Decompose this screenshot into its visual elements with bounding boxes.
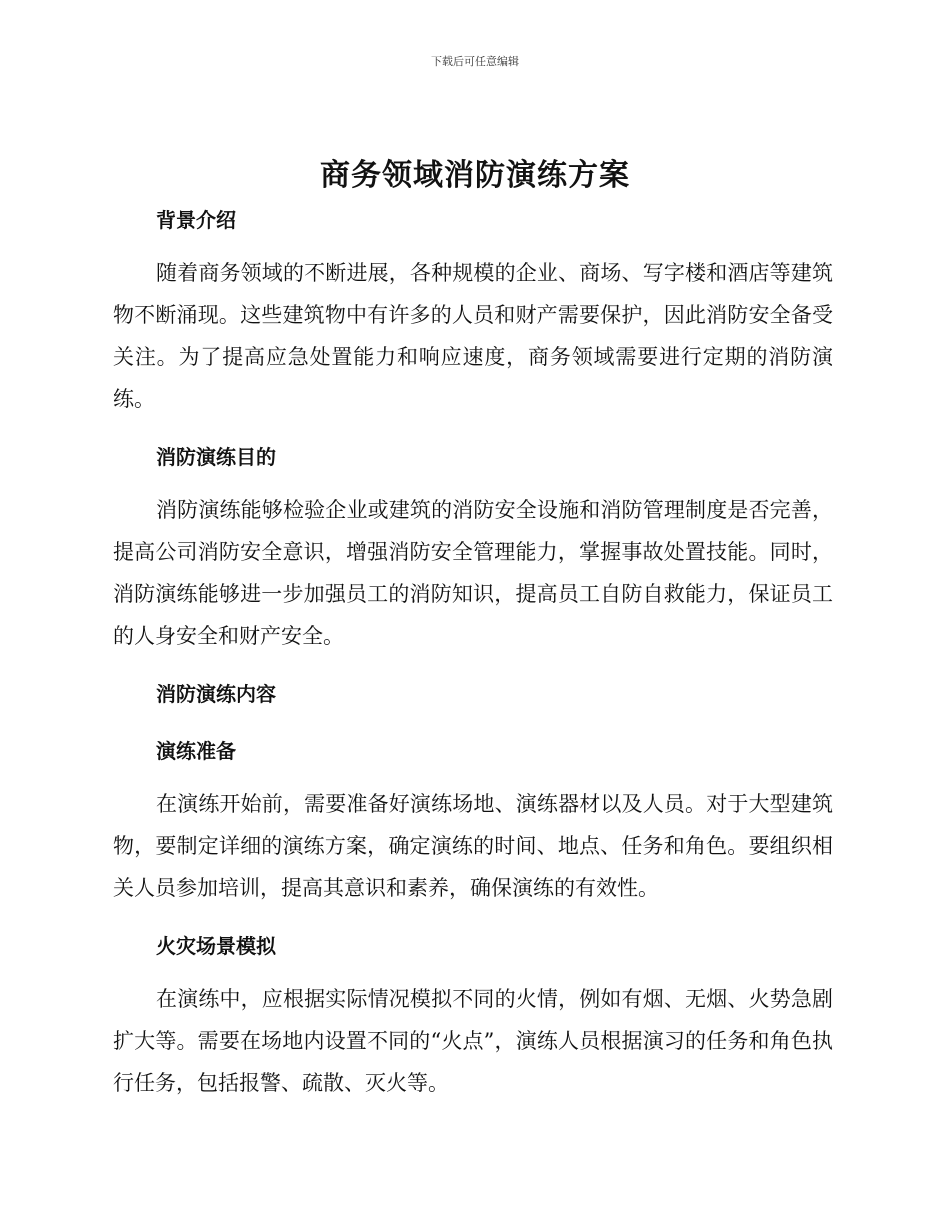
section-paragraph-purpose: 消防演练能够检验企业或建筑的消防安全设施和消防管理制度是否完善，提高公司消防安全意识，增强消防安全管理能力，掌握事故处置技能。同时，消防演练能够进一步加强员工的消防知识，提高员工自防自救能力，保证员工的人身安全和财产安全。 [113,498,833,648]
page-header: 下载后可任意编辑 [431,55,519,68]
section-heading-purpose: 消防演练目的 [156,445,276,469]
section-paragraph-preparation: 在演练开始前，需要准备好演练场地、演练器材以及人员。对于大型建筑物，要制定详细的演练方案，确定演练的时间、地点、任务和角色。要组织相关人员参加培训，提高其意识和素养，确保演练的有效性。 [113,792,833,900]
section-heading-fire-simulation: 火灾场景模拟 [156,934,276,958]
document-body [113,200,833,1104]
section-heading-background: 背景介绍 [156,208,236,232]
document-title: 商务领域消防演练方案 [320,158,630,193]
section-paragraph-fire-simulation: 在演练中，应根据实际情况模拟不同的火情，例如有烟、无烟、火势急剧扩大等。需要在场地内设置不同的“火点”，演练人员根据演习的任务和角色执行任务，包括报警、疏散、灭火等。 [113,987,833,1095]
section-heading-content: 消防演练内容 [156,682,276,706]
section-paragraph-background: 随着商务领域的不断进展，各种规模的企业、商场、写字楼和酒店等建筑物不断涌现。这些建筑物中有许多的人员和财产需要保护，因此消防安全备受关注。为了提高应急处置能力和响应速度，商务领域需要进行定期的消防演练。 [113,261,833,411]
section-heading-preparation: 演练准备 [156,739,236,763]
